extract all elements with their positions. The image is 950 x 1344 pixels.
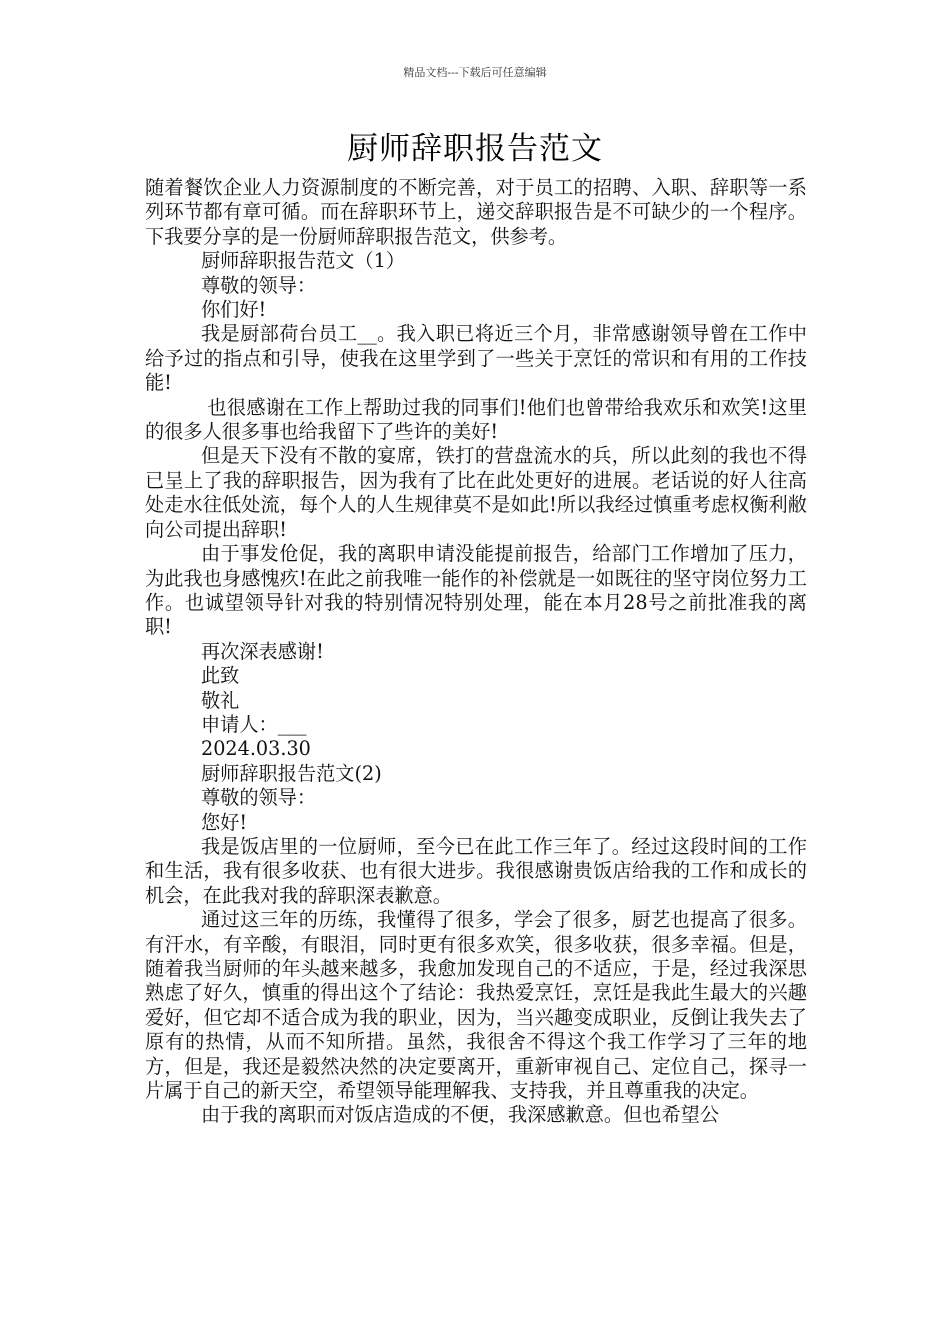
closing-jingli: 敬礼 — [201, 688, 240, 712]
section-heading-2: 厨师辞职报告范文(2) — [201, 761, 382, 785]
body-paragraph: 也很感谢在工作上帮助过我的同事们!他们也曾带给我欢乐和欢笑!这里的很多人很多事也给我留下了些许的美好! — [145, 395, 808, 444]
intro-paragraph: 随着餐饮企业人力资源制度的不断完善，对于员工的招聘、入职、辞职等一系列环节都有章可循。而在辞职环节上，递交辞职报告是不可缺少的一个程序。下我要分享的是一份厨师辞职报告范文，供参考。 — [145, 176, 807, 248]
body-paragraph: 我是饭店里的一位厨师，至今已在此工作三年了。经过这段时间的工作和生活，我有很多收获、也有很大进步。我很感谢贵饭店给我的工作和成长的机会，在此我对我的辞职深表歉意。 — [145, 834, 807, 907]
closing-thanks: 再次深表感谢! — [201, 639, 324, 663]
salutation-2: 尊敬的领导： — [201, 786, 317, 810]
greeting-1: 你们好! — [201, 298, 267, 322]
body-paragraph: 我是厨部荷台员工__。我入职已将近三个月，非常感谢领导曾在工作中给予过的指点和引导，使我在这里学到了一些关于烹饪的常识和有用的工作技能! — [145, 322, 807, 395]
body-paragraph: 由于事发伧促，我的离职申请没能提前报告，给部门工作增加了压力，为此我也身感愧疚!在此之前我唯一能作的补偿就是一如既往的坚守岗位努力工作。也诚望领导针对我的特别情况特别处理，能在本月28号之前批准我的离职! — [145, 542, 807, 639]
greeting-2: 您好! — [201, 810, 248, 834]
document-body — [145, 176, 807, 1128]
applicant-line: 申请人：___ — [201, 712, 307, 736]
document-title: 厨师辞职报告范文 — [347, 131, 603, 167]
page-header-note: 精品文档---下载后可任意编辑 — [403, 66, 547, 79]
date-line: 2024.03.30 — [201, 737, 311, 761]
body-paragraph: 但是天下没有不散的宴席，铁打的营盘流水的兵，所以此刻的我也不得已呈上了我的辞职报告，因为我有了比在此处更好的进展。老话说的好人往高处走水往低处流，每个人的人生规律莫不是如此!所以我经过慎重考虑权衡利敝向公司提出辞职! — [145, 444, 807, 541]
closing-cizhi: 此致 — [201, 664, 240, 688]
salutation-1: 尊敬的领导： — [201, 273, 317, 297]
section-heading-1: 厨师辞职报告范文（1） — [201, 249, 406, 273]
body-paragraph: 通过这三年的历练，我懂得了很多，学会了很多，厨艺也提高了很多。有汗水，有辛酸，有眼泪，同时更有很多欢笑，很多收获，很多幸福。但是，随着我当厨师的年头越来越多，我愈加发现自己的不适应，于是，经过我深思熟虑了好久，慎重的得出这个了结论：我热爱烹饪，烹饪是我此生最大的兴趣爱好，但它却不适合成为我的职业，因为，当兴趣变成职业，反倒让我失去了原有的热情，从而不知所措。虽然，我很舍不得这个我工作学习了三年的地方，但是，我还是毅然决然的决定要离开，重新审视自己、定位自己，探寻一片属于自己的新天空，希望领导能理解我、支持我，并且尊重我的决定。 — [145, 908, 807, 1103]
body-paragraph: 由于我的离职而对饭店造成的不便，我深感歉意。但也希望公 — [201, 1103, 720, 1127]
